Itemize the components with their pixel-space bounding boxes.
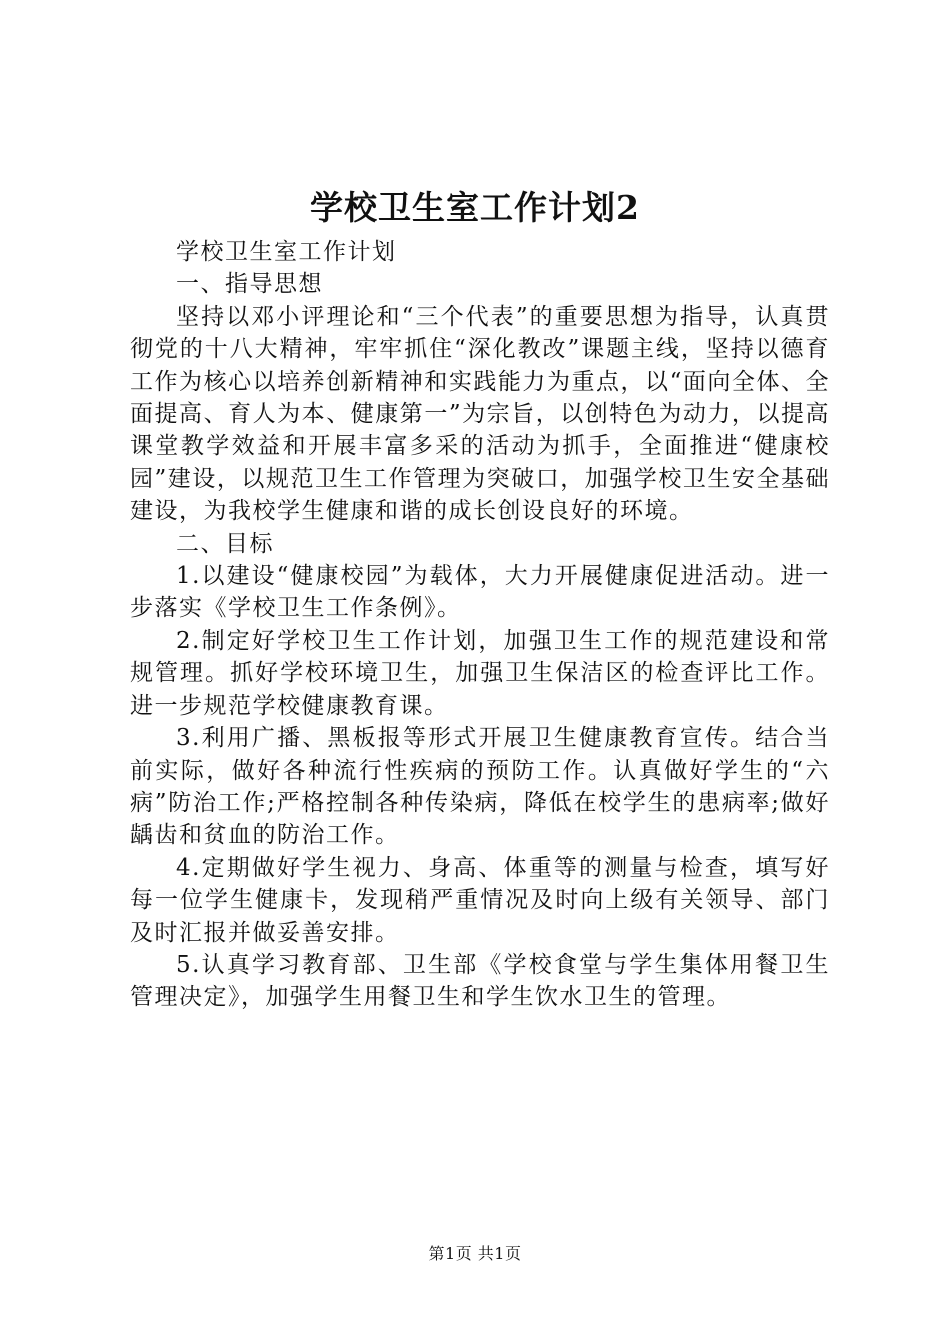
goal-item-3: 3.利用广播、黑板报等形式开展卫生健康教育宣传。结合当前实际，做好各种流行性疾病的预防工作。认真做好学生的“六病”防治工作;严格控制各种传染病，降低在校学生的患病率;做好龋齿和贫血的防治工作。 (130, 725, 830, 849)
goal-item-5: 5.认真学习教育部、卫生部《学校食堂与学生集体用餐卫生管理决定》，加强学生用餐卫生和学生饮水卫生的管理。 (130, 951, 830, 1011)
section-heading-goals: 二、目标 (176, 530, 274, 557)
paragraph-guiding-ideology: 坚持以邓小评理论和“三个代表”的重要思想为指导，认真贯彻党的十八大精神，牢牢抓住“深化教改”课题主线，坚持以德育工作为核心以培养创新精神和实践能力为重点，以“面向全体、全面提高、育人为本、健康第一”为宗旨，以创特色为动力，以提高课堂教学效益和开展丰富多采的活动为抓手，全面推进“健康校园”建设，以规范卫生工作管理为突破口，加强学校卫生安全基础建设，为我校学生健康和谐的成长创设良好的环境。 (130, 303, 830, 525)
page-footer: 第1页 共1页 (428, 1244, 522, 1263)
document-body (130, 236, 830, 1014)
goal-item-4: 4.定期做好学生视力、身高、体重等的测量与检查，填写好每一位学生健康卡，发现稍严重情况及时向上级有关领导、部门及时汇报并做妥善安排。 (130, 854, 830, 946)
doc-subtitle: 学校卫生室工作计划 (176, 239, 397, 265)
document-title: 学校卫生室工作计划2 (310, 188, 640, 227)
goal-item-2: 2.制定好学校卫生工作计划，加强卫生工作的规范建设和常规管理。抓好学校环境卫生，加强卫生保洁区的检查评比工作。进一步规范学校健康教育课。 (130, 627, 830, 719)
goal-item-1: 1.以建设“健康校园”为载体，大力开展健康促进活动。进一步落实《学校卫生工作条例》。 (130, 563, 830, 622)
section-heading-guiding-ideology: 一、指导思想 (176, 271, 323, 298)
